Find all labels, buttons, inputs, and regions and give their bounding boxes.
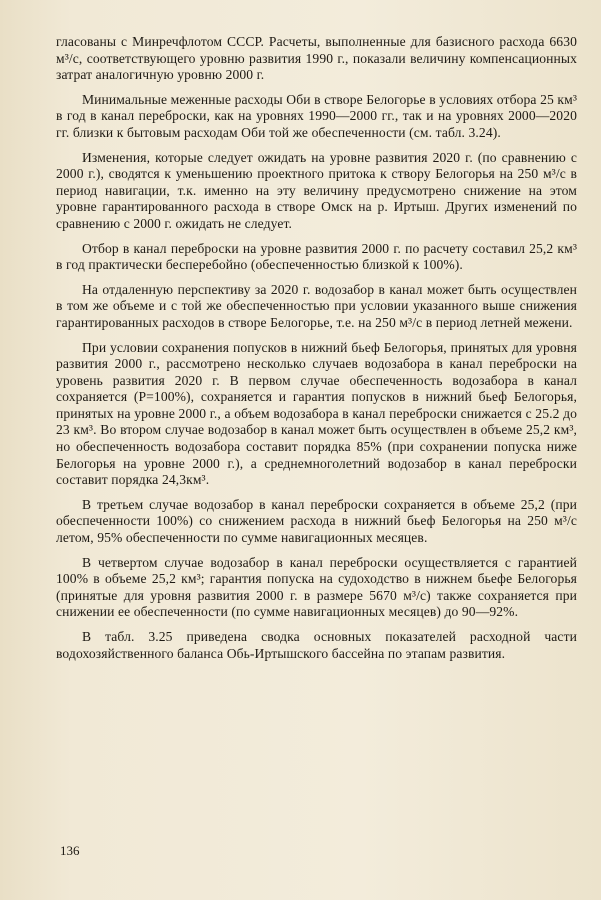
paragraph-8: В четвертом случае водозабор в канал переброски осуществляется с гарантией 100% в объеме 25,2 км³; гарантия попуска на судоходство в нижнем бьефе Белогорья (принятые для уровня развития 2000 г. в размере 5670 м³/с) также сохраняется при снижении ее обеспеченности (по сумме навигационных месяцев) до 90—92%. xyxy=(56,554,577,620)
paragraph-7: В третьем случае водозабор в канал переброски сохраняется в объеме 25,2 (при обеспеченности 100%) со снижением расхода в нижний бьеф Белогорья на 250 м³/с летом, 95% обеспеченности по сумме навигационных месяцев. xyxy=(56,496,577,546)
page-number: 136 xyxy=(60,843,80,858)
paragraph-5: На отдаленную перспективу за 2020 г. водозабор в канал может быть осуществлен в том же объеме и с той же обеспеченностью при условии указанного выше снижения гарантированных расходов в створе Белогорье, т.е. на 250 м³/с в период летней межени. xyxy=(56,281,577,330)
paragraph-4: Отбор в канал переброски на уровне развития 2000 г. по расчету составил 25,2 км³ в год практически бесперебойно (обеспеченностью близкой к 100%). xyxy=(56,240,577,273)
paragraph-3: Изменения, которые следует ожидать на уровне развития 2020 г. (по сравнению с 2000 г.), сводятся к уменьшению проектного притока к створу Белогорья на 250 м³/с в период навигации, т.к. именно на эту величину предусмотрено снижение на этом уровне гарантированного расхода в створе Омск на р. Иртыш. Других изменений по сравнению с 2000 г. ожидать не следует. xyxy=(56,149,577,231)
paragraph-6: При условии сохранения попусков в нижний бьеф Белогорья, принятых для уровня развития 2000 г., рассмотрено несколько случаев водозабора в канал переброски на уровень развития 2020 г. В первом случае обеспеченность водозабора в канал сохраняется (P=100%), сохраняется и гарантия попусков в нижний бьеф Белогорья, принятых на уровне 2000 г., а объем водозабора в канал переброски снижается с 25.2 до 23 км³. Во втором случае водозабор в канал может быть осуществлен в объеме 25,2 км³, но обеспеченность водозабора составит порядка 85% (при сохранении попуска ниже Белогорья на уровне 2000 г.), а среднемноголетний водозабор в канал переброски составит порядка 24,3км³. xyxy=(56,339,577,488)
paragraph-1: гласованы с Минречфлотом СССР. Расчеты, выполненные для базисного расхода 6630 м³/с, соответствующего уровню развития 1990 г., показали величину компенсационных затрат аналогичную уровню 2000 г. xyxy=(56,34,577,83)
paragraph-9: В табл. 3.25 приведена сводка основных показателей расходной части водохозяйственного баланса Обь-Иртышского бассейна по этапам развития. xyxy=(56,629,577,661)
body-text xyxy=(56,34,577,670)
paragraph-2: Минимальные меженные расходы Оби в створе Белогорье в условиях отбора 25 км³ в год в канал переброски, как на уровнях 1990—2000 гг., так и на уровнях 2000—2020 гг. близки к бытовым расходам Оби той же обеспеченности (см. табл. 3.24). xyxy=(56,91,577,140)
